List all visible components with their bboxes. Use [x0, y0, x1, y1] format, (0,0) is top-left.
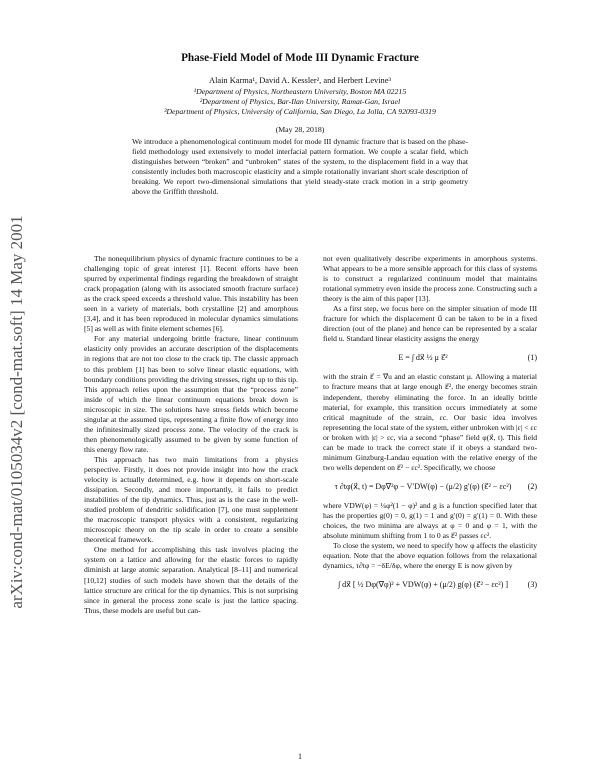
paragraph: One method for accomplishing this task involves placing the system on a lattice and allowing for the elastic forces to rapidly diminish at large atomic separation. Analytical [8–11] and numerical [10,12] studies of such models have shown that the details of the lattice structure are critical for the tip dynamics. This is not surprising since in general the process zone scale is just the lattice spacing. Thus, these models are useful but can- [84, 545, 298, 615]
author-list: Alain Karma¹, David A. Kessler², and Herbert Levine³ [209, 76, 391, 85]
left-column [84, 254, 298, 616]
paragraph: with the strain ε⃗ = ∇⃗u and an elastic constant μ. Allowing a material to fracture means that at large enough ε⃗², the energy becomes strain independent, thereby eliminating the force. In an ideally brittle material, for example, this transition occurs immediately at some critical magnitude of the strain, εc. Our basic idea involves representing the local state of the system, either unbroken with |ε| < εc or broken with |ε| > εc, via a second “phase” field φ(x⃗, t). This field can be made to track the correct state if it obeys a standard two-minimum Ginzburg-Landau equation with the relative energy of the two wells dependent on ε⃗² − εc². Specifically, we choose [323, 372, 537, 472]
page-number: 1 [298, 752, 302, 761]
equation-number: (2) [527, 481, 537, 491]
paragraph: For any material undergoing brittle fracture, linear continuum elasticity only provides an accurate description of the displacements in regions that are not too close to the crack tip. The classic approach to this problem [1] has been to solve linear elastic equations, with boundary conditions providing the driving stresses, right up to this tip. This approach relies upon the assumption that the “process zone” inside of which the linear continuum equations break down is microscopic in size. The solutions have stress fields which become singular at the assumed tips, representing a finite flow of energy into the infinitesimally sized process zone. The velocity of the crack is then phenomenologically assumed to be given by some function of this energy flow rate. [84, 334, 298, 454]
paragraph: where VDW(φ) = ¼φ²(1 − φ)² and g is a function specified later that has the properties g(0) = 0, g(1) = 1 and g′(0) = g′(1) = 0. With these choices, the two minima are always at φ = 0 and φ = 1, with the absolute minimum shifting from 1 to 0 as ε⃗² passes εc². [323, 500, 537, 541]
affiliation-2: ²Department of Physics, Bar-Ilan University, Ramat-Gan, Israel [199, 97, 401, 106]
equation-body: ∫ dx⃗ [ ½ Dφ(∇⃗φ)² + VDW(φ) + (μ/2) g(φ) (ε⃗² − εc²) ] [337, 580, 509, 590]
affiliations [0, 87, 600, 117]
paper-date: (May 28, 2018) [275, 125, 325, 134]
abstract: We introduce a phenomenological continuum model for mode III dynamic fracture that is based on the phase-field methodology used extensively to model interfacial pattern formation. We couple a scalar field, which distinguishes between “broken” and “unbroken” states of the system, to the displacement field in a way that consistently includes both macroscopic elasticity and a simple rotationally invariant short scale description of breaking. We report two-dimensional simulations that yield steady-state crack motion in a strip geometry above the Griffith threshold. [132, 137, 468, 196]
equation-number: (3) [527, 580, 537, 590]
paragraph: The nonequilibrium physics of dynamic fracture continues to be a challenging topic of great interest [1]. Recent efforts have been spurred by experimental findings regarding the breakdown of straight crack propagation (along with its associated smooth fracture surface) as the crack speed exceeds a threshold value. This instability has been seen in a variety of materials, both crystalline [2] and amorphous [3,4], and it has been reproduced in molecular dynamics simulations [5] as well as with finite element schemes [6]. [84, 254, 298, 334]
paragraph: To close the system, we need to specify how φ affects the elasticity equation. Note that the above equation follows from the relaxational dynamics, τ∂tφ = −δE/δφ, where the energy E is now given by [323, 541, 537, 571]
equation-1 [323, 348, 537, 368]
paper-title: Phase-Field Model of Mode III Dynamic Fracture [181, 52, 419, 64]
affiliation-1: ¹Department of Physics, Northeastern University, Boston MA 02215 [193, 87, 407, 96]
equation-body: E = ∫ dx⃗ ½ μ ε⃗² [398, 353, 448, 363]
affiliation-3: ³Department of Physics, University of California, San Diego, La Jolla, CA 92093-0319 [164, 107, 436, 116]
paragraph: not even qualitatively describe experiments in amorphous systems. What appears to be a more sensible approach for this class of systems is to construct a regularized continuum model that maintains rotational symmetry even inside the process zone. Constructing such a theory is the aim of this paper [13]. [323, 254, 537, 304]
equation-2 [323, 477, 537, 497]
paragraph: As a first step, we focus here on the simpler situation of mode III fracture for which the displacement u⃗ can be taken to be in a fixed direction (out of the plane) and hence can be represented by a scalar field u. Standard linear elasticity assigns the energy [323, 304, 537, 344]
paragraph: This approach has two main limitations from a physics perspective. Firstly, it does not provide insight into how the crack velocity is actually determined, e.g. how it depends on short-scale dissipation. Secondly, and more importantly, it fails to predict instabilities of the tip dynamics. Thus, just as is the case in the well-studied problem of dendritic solidification [7], one must supplement the macroscopic transport physics with a consistent, regularizing microscopic theory on the tip scale in order to create a sensible theoretical framework. [84, 454, 298, 545]
arxiv-side-identifier: arXiv:cond-mat/0105034v2 [cond-mat.soft] 14 May 2001 [7, 215, 26, 609]
equation-body: τ ∂tφ(x⃗, t) = Dφ∇²φ − V′DW(φ) − (μ/2) g′(φ) (ε⃗² − εc²) [334, 481, 512, 491]
right-column [323, 254, 537, 599]
equation-number: (1) [527, 353, 537, 363]
equation-3 [323, 575, 537, 595]
